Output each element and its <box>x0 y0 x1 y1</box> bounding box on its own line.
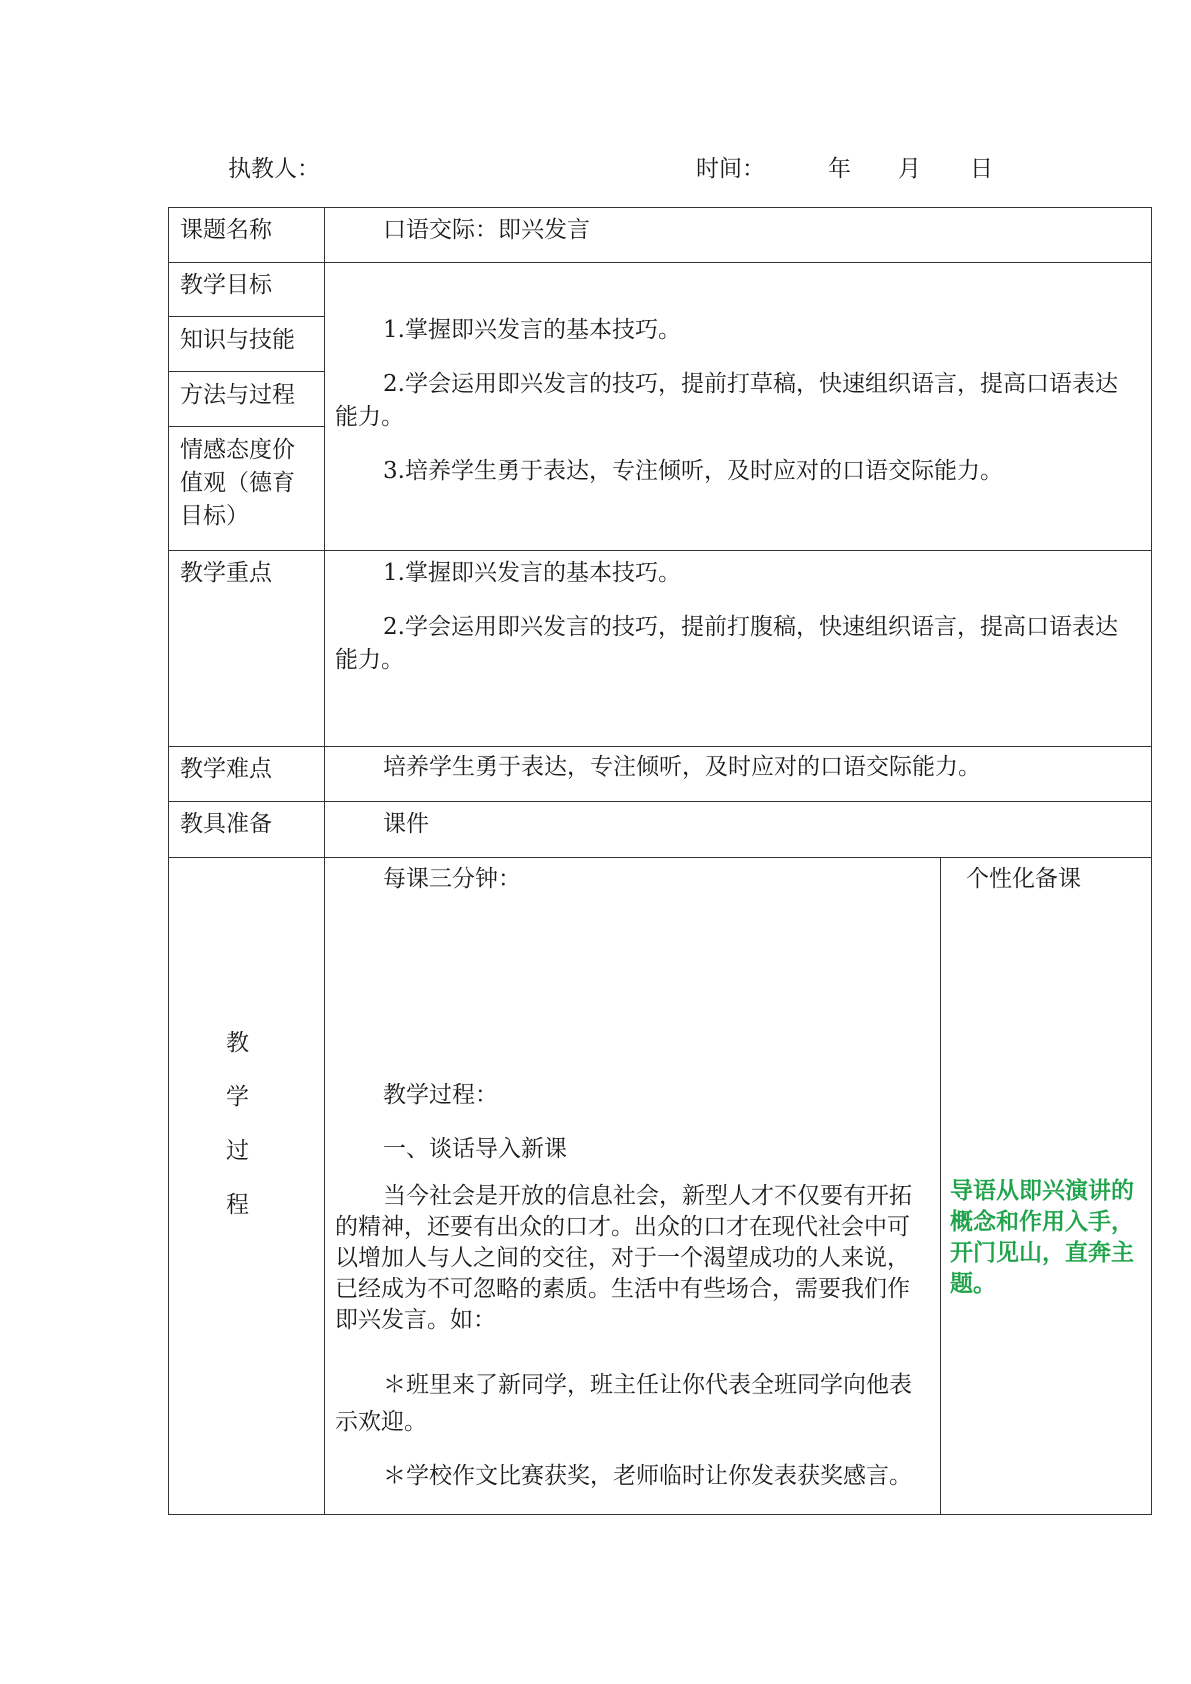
objective-item-2: 2.学会运用即兴发言的技巧，提前打草稿，快速组织语言，提高口语表达能力。 <box>335 371 1118 430</box>
day-label: 日 <box>970 156 993 182</box>
section-1-heading <box>335 1133 930 1166</box>
objectives-label: 教学目标 <box>180 272 272 298</box>
example-bullet-2: ＊学校作文比赛获奖，老师临时让你发表获奖感言。 <box>383 1463 912 1489</box>
year-label: 年 <box>828 156 851 182</box>
three-minutes-text: 每课三分钟： <box>383 866 521 892</box>
teacher-label: 执教人： <box>228 156 320 182</box>
process-char-1: 教 <box>226 1030 249 1056</box>
tools-value: 课件 <box>383 811 429 837</box>
three-minutes-label <box>335 863 930 896</box>
objective-item-3-sans: 及时应对的口语交际能力。 <box>726 458 1003 484</box>
process-char-4: 程 <box>226 1192 249 1218</box>
example-bullet-1: ＊班里来了新同学，班主任让你代表全班同学向他表示欢迎。 <box>335 1372 912 1435</box>
objective-sub-label-method: 方法与过程 <box>180 382 295 408</box>
objective-item-3-main: 3.培养学生勇于表达，专注倾听， <box>383 458 727 484</box>
tools-label: 教具准备 <box>180 811 272 837</box>
guidance-note: 导语从即兴演讲的概念和作用入手，开门见山，直奔主题。 <box>950 1178 1134 1297</box>
process-title <box>335 1079 930 1112</box>
title-value: 口语交际：即兴发言 <box>383 217 590 243</box>
key-point-1: 1.掌握即兴发言的基本技巧。 <box>383 560 681 586</box>
process-title-text: 教学过程： <box>383 1082 498 1108</box>
key-points-label: 教学重点 <box>180 560 272 586</box>
process-char-3: 过 <box>226 1138 249 1164</box>
objective-item-1: 1.掌握即兴发言的基本技巧。 <box>383 317 681 343</box>
time-label: 时间： <box>696 156 765 182</box>
objective-sub-label-knowledge: 知识与技能 <box>180 327 295 353</box>
objective-sub-label-emotion: 情感态度价值观（德育目标） <box>180 437 295 529</box>
title-label: 课题名称 <box>180 217 272 243</box>
objective-item-3 <box>335 455 1125 488</box>
difficulties-label: 教学难点 <box>180 756 272 782</box>
intro-paragraph: 当今社会是开放的信息社会，新型人才不仅要有开拓的精神，还要有出众的口才。出众的口才在现代社会中可以增加人与人之间的交往，对于一个渴望成功的人来说，已经成为不可忽略的素质。生活中有些场合，需要我们作即兴发言。如： <box>335 1183 912 1333</box>
personal-prep-header: 个性化备课 <box>966 866 1081 892</box>
difficulties-value <box>335 751 1125 784</box>
section-1-heading-text: 一、谈话导入新课 <box>383 1136 567 1162</box>
difficulties-sans: 及时应对的口语交际能力。 <box>705 754 981 780</box>
month-label: 月 <box>898 156 921 182</box>
process-char-2: 学 <box>226 1084 249 1110</box>
key-point-2: 2.学会运用即兴发言的技巧，提前打腹稿，快速组织语言，提高口语表达能力。 <box>335 614 1118 673</box>
process-vertical-label <box>226 1016 256 1232</box>
difficulties-main: 培养学生勇于表达，专注倾听， <box>383 754 705 780</box>
